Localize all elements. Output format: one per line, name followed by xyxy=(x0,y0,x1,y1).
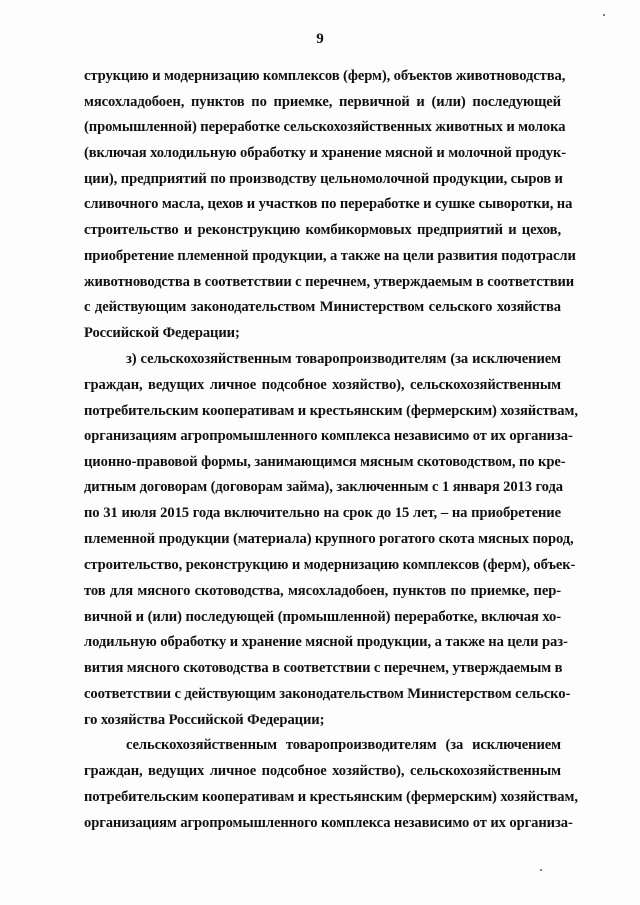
text-line: лодильную обработку и хранение мясной продукции, а также на цели раз- xyxy=(84,634,568,650)
text-line: потребительским кооперативам и крестьянским (фермерским) хозяйствам, xyxy=(84,789,578,805)
text-line: вичной и (или) последующей (промышленной) переработке, включая хо- xyxy=(84,609,561,625)
text-line: вития мясного скотоводства в соответствии с перечнем, утверждаемым в xyxy=(84,660,563,676)
text-line: соответствии с действующим законодательством Министерством сельско- xyxy=(84,686,571,702)
text-line: племенной продукции (материала) крупного рогатого скота мясных пород, xyxy=(84,531,574,547)
text-line: строительство и реконструкцию комбикормовых предприятий и цехов, xyxy=(84,222,561,238)
text-line: (включая холодильную обработку и хранение мясной и молочной продук- xyxy=(84,145,566,161)
text-line: дитным договорам (договорам займа), заключенным с 1 января 2013 года xyxy=(84,479,563,495)
text-line: животноводства в соответствии с перечнем, утверждаемым в соответствии xyxy=(84,274,575,290)
text-line: тов для мясного скотоводства, мясохладобоен, пунктов по приемке, пер- xyxy=(84,583,561,599)
text-line: (промышленной) переработке сельскохозяйственных животных и молока xyxy=(84,119,566,135)
text-line: з) сельскохозяйственным товаропроизводителям (за исключением xyxy=(126,351,561,367)
text-line: го хозяйства Российской Федерации; xyxy=(84,712,325,728)
text-line: Российской Федерации; xyxy=(84,325,240,341)
text-line: ционно-правовой формы, занимающимся мясным скотоводством, по кре- xyxy=(84,454,566,470)
text-line: строительство, реконструкцию и модернизацию комплексов (ферм), объек- xyxy=(84,557,576,573)
scan-speck xyxy=(603,14,605,16)
text-line: организациям агропромышленного комплекса независимо от их организа- xyxy=(84,815,573,831)
text-line: потребительским кооперативам и крестьянским (фермерским) хозяйствам, xyxy=(84,403,578,419)
text-line: сливочного масла, цехов и участков по переработке и сушке сыворотки, на xyxy=(84,196,573,212)
text-line: ции), предприятий по производству цельномолочной продукции, сыров и xyxy=(84,171,563,187)
page-number: 9 xyxy=(316,31,324,47)
text-line: струкцию и модернизацию комплексов (ферм), объектов животноводства, xyxy=(84,68,566,84)
text-line: мясохладобоен, пунктов по приемке, первичной и (или) последующей xyxy=(84,94,561,110)
text-line: по 31 июля 2015 года включительно на срок до 15 лет, – на приобретение xyxy=(84,505,561,521)
text-line: с действующим законодательством Министерством сельского хозяйства xyxy=(84,299,561,315)
text-line: сельскохозяйственным товаропроизводителям (за исключением xyxy=(126,737,561,753)
text-line: граждан, ведущих личное подсобное хозяйство), сельскохозяйственным xyxy=(84,763,561,779)
text-line: приобретение племенной продукции, а также на цели развития подотрасли xyxy=(84,248,576,264)
text-line: организациям агропромышленного комплекса независимо от их организа- xyxy=(84,428,573,444)
text-line: граждан, ведущих личное подсобное хозяйство), сельскохозяйственным xyxy=(84,377,561,393)
scan-speck xyxy=(540,869,542,871)
